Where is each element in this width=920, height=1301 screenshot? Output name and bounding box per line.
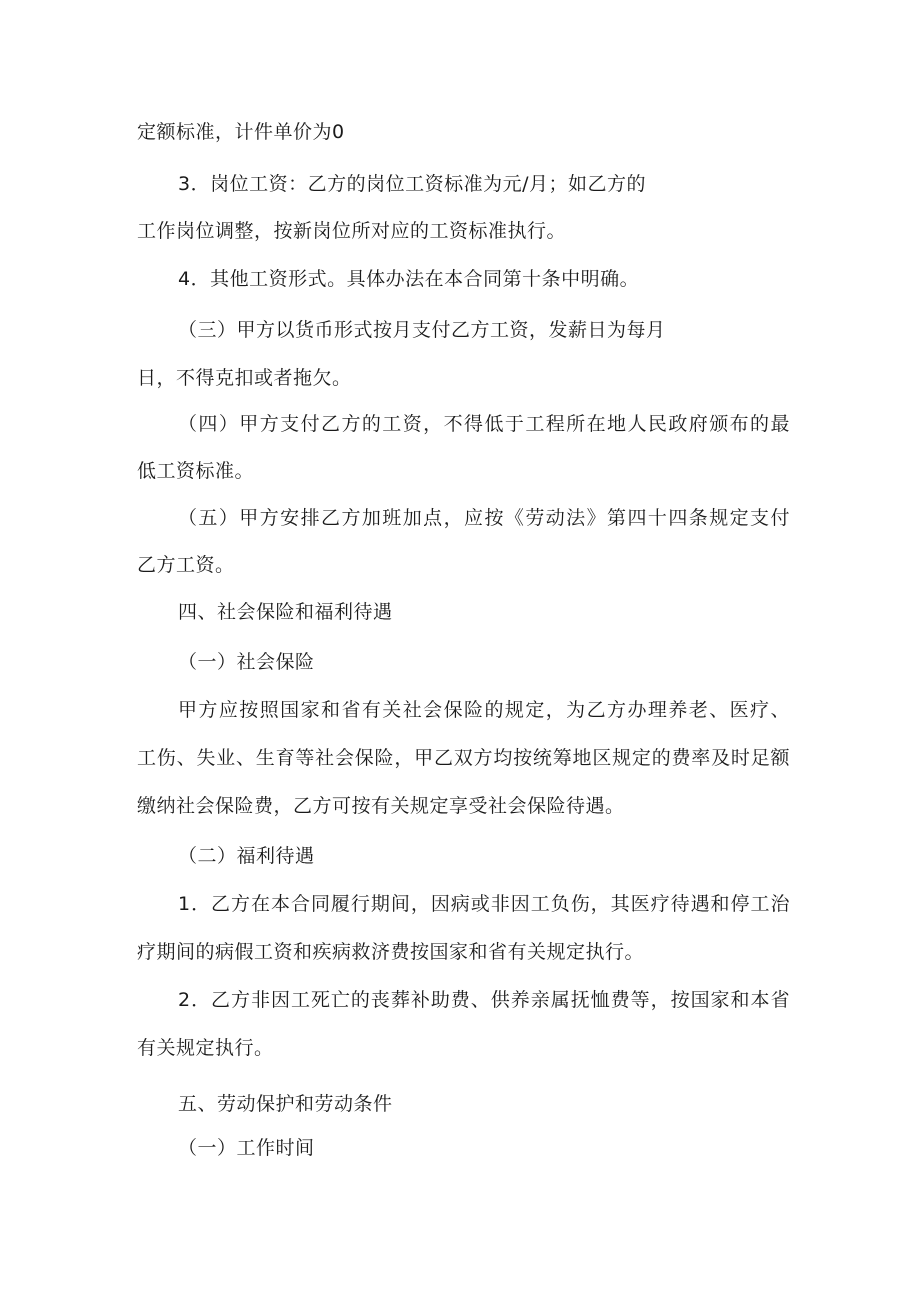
text-line: 有关规定执行。: [137, 1037, 274, 1059]
subsection-heading: （一）社会保险: [178, 651, 315, 673]
section-heading: 四、社会保险和福利待遇: [178, 601, 393, 623]
text-line: （三）甲方以货币形式按月支付乙方工资，发薪日为每月: [178, 319, 666, 341]
text-line: 日，不得克扣或者拖欠。: [137, 367, 352, 389]
text-line: 缴纳社会保险费，乙方可按有关规定享受社会保险待遇。: [137, 795, 625, 817]
text-line: 4．其他工资形式。具体办法在本合同第十条中明确。: [178, 268, 640, 290]
text-line: 3．岗位工资：乙方的岗位工资标准为元/月；如乙方的: [178, 173, 646, 195]
text-line: 甲方应按照国家和省有关社会保险的规定，为乙方办理养老、医疗、: [178, 699, 790, 721]
subsection-heading: （一）工作时间: [178, 1137, 315, 1159]
text-line: 低工资标准。: [137, 460, 255, 482]
subsection-heading: （二）福利待遇: [178, 845, 315, 867]
text-line: 2．乙方非因工死亡的丧葬补助费、供养亲属抚恤费等，按国家和本省: [178, 989, 790, 1011]
text-line: 定额标准，计件单价为0: [137, 121, 345, 143]
text-line: 工伤、失业、生育等社会保险，甲乙双方均按统筹地区规定的费率及时足额: [137, 747, 790, 769]
text-line: （五）甲方安排乙方加班加点，应按《劳动法》第四十四条规定支付: [178, 507, 790, 529]
text-line: 工作岗位调整，按新岗位所对应的工资标准执行。: [137, 220, 567, 242]
text-line: 1．乙方在本合同履行期间，因病或非因工负伤，其医疗待遇和停工治: [178, 893, 790, 915]
text-line: 乙方工资。: [137, 554, 235, 576]
text-line: （四）甲方支付乙方的工资，不得低于工程所在地人民政府颁布的最: [178, 413, 790, 435]
text-line: 疗期间的病假工资和疾病救济费按国家和省有关规定执行。: [137, 941, 645, 963]
section-heading: 五、劳动保护和劳动条件: [178, 1093, 393, 1115]
